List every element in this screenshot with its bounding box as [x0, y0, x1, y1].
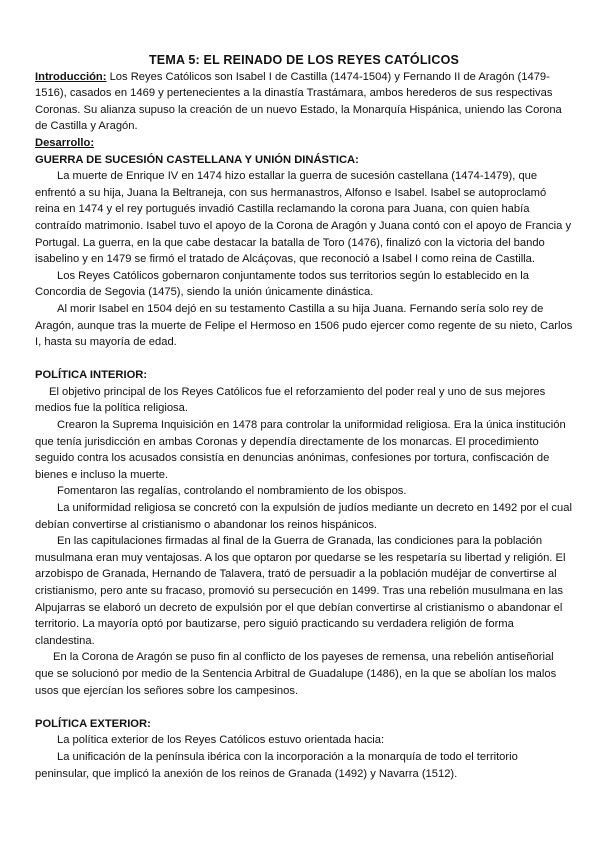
spacer [35, 699, 573, 716]
paragraph: La política exterior de los Reyes Católicos estuvo orientada hacia: [57, 734, 385, 747]
paragraph: En la Corona de Aragón se puso fin al conflicto de los payeses de remensa, una rebelión antiseñorial que se solucionó por medio de la Sentencia Arbitral de Guadalupe (1486), en la que se abolían los malos usos que ejercían los señores sobre los campesinos. [35, 651, 557, 697]
paragraph: Fomentaron las regalías, controlando el nombramiento de los obispos. [57, 485, 407, 498]
page-title: TEMA 5: EL REINADO DE LOS REYES CATÓLICOS [148, 53, 460, 67]
document-body [35, 52, 573, 782]
paragraph: Al morir Isabel en 1504 dejó en su testamento Castilla a su hija Juana. Fernando sería solo rey de Aragón, aunque tras la muerte de Felipe el Hermoso en 1506 pudo ejercer como regente de su nieto, Carlos I, hasta su mayoría de edad. [35, 302, 573, 349]
paragraph: La unificación de la península ibérica con la incorporación a la monarquía de todo el territorio peninsular, que implicó la anexión de los reinos de Granada (1492) y Navarra (1512). [35, 750, 518, 780]
paragraph: En las capitulaciones firmadas al final de la Guerra de Granada, las condiciones para la población musulmana eran muy ventajosas. A los que optaron por quedarse se les respetaría su libertad y religión. El arzobispo de Granada, Hernando de Talavera, trató de persuadir a la población mudéjar de convertirse al cristianismo, pero ante su fracaso, promovió su persecución en 1499. Tras una rebelión musulmana en las Alpujarras se elaboró un decreto de expulsión por el que debían convertirse al cristianismo o abandonar el territorio. La mayoría optó por bautizarse, pero siguió practicando su verdadera religión de forma clandestina. [35, 535, 566, 647]
paragraph: Crearon la Suprema Inquisición en 1478 para controlar la uniformidad religiosa. Era la única institución que tenía jurisdicción en ambas Coronas y dependía directamente de los monarcas. El procedimiento seguido contra los acusados consistía en denuncias anónimas, confesiones por tortura, confiscación de bienes e incluso la muerte. [35, 419, 566, 481]
intro-paragraph [35, 69, 573, 135]
section-heading-exterior: POLÍTICA EXTERIOR: [35, 717, 151, 730]
paragraph: El objetivo principal de los Reyes Católicos fue el reforzamiento del poder real y uno de sus mejores medios fue la política religiosa. [35, 385, 546, 415]
section-heading-interior: POLÍTICA INTERIOR: [35, 369, 148, 382]
spacer [35, 351, 573, 368]
intro-text: Los Reyes Católicos son Isabel I de Castilla (1474-1504) y Fernando II de Aragón (1479-1516), casados en 1469 y pertenecientes a la dinastía Trastámara, ambos herederos de sus respectivas Coronas. Su alianza supuso la creación de un nuevo Estado, la Monarquía Hispánica, uniendo las Corona de Castilla y Aragón. [35, 70, 562, 133]
desarrollo-label: Desarrollo: [35, 136, 95, 149]
paragraph: Los Reyes Católicos gobernaron conjuntamente todos sus territorios según lo establecido en la Concordia de Segovia (1475), siendo la unión únicamente dinástica. [35, 269, 530, 299]
paragraph: La uniformidad religiosa se concretó con la expulsión de judíos mediante un decreto en 1492 por el cual debían convertirse al cristianismo o abandonar los reinos hispánicos. [35, 502, 572, 531]
paragraph: La muerte de Enrique IV en 1474 hizo estallar la guerra de sucesión castellana (1474-1479), que enfrentó a su hija, Juana la Beltraneja, con sus hermanastros, Alfonso e Isabel. Isabel se autoproclamó reina en 1474 y el rey portugués invadió Castilla reclamando la corona para Juana, con quien había contraído matrimonio. Isabel tuvo el apoyo de la Corona de Aragón y Juana contó con el apoyo de Francia y Portugal. La guerra, en la que cabe destacar la batalla de Toro (1476), finalizó con la victoria del bando isabelino y en 1479 se firmó el tratado de Alcáçovas, que reconoció a Isabel I como reina de Castilla. [35, 170, 572, 266]
intro-label: Introducción: [35, 70, 107, 83]
section-heading-guerra: GUERRA DE SUCESIÓN CASTELLANA Y UNIÓN DINÁSTICA: [35, 153, 359, 166]
